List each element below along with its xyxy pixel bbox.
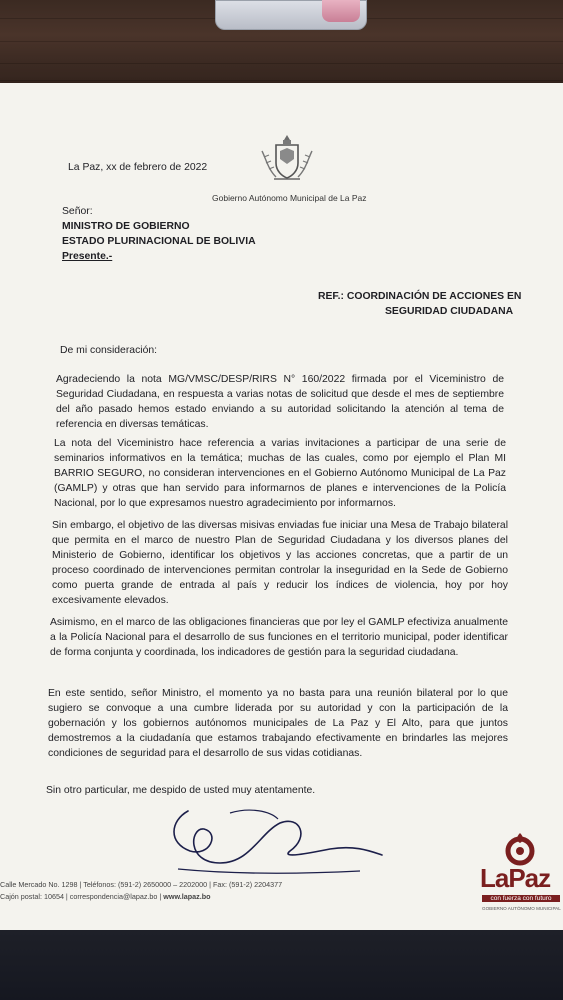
reference-line-1: REF.: COORDINACIÓN DE ACCIONES EN — [318, 291, 522, 302]
paragraph-4: Asimismo, en el marco de las obligaciones financieras que por ley el GAMLP efectiviza anualmente a la Policía Nacional para el desarrollo de sus funciones en el territorio municipal, poder identificar de forma conjunta y coordinada, los indicadores de gestión para la seguridad ciudadana. — [50, 617, 508, 659]
seal-caption: Gobierno Autónomo Municipal de La Paz — [212, 193, 367, 203]
greeting: De mi consideración: — [60, 345, 158, 356]
salutation-prefix: Señor: — [62, 206, 93, 217]
logo-wordmark: LaPaz — [480, 863, 551, 893]
paragraph-3: Sin embargo, el objetivo de las diversas misivas enviadas fue iniciar una Mesa de Trabajo bilateral que permita en el marco de nuestro Plan de Seguridad Ciudadana y los diversos planes del Ministerio de Gobierno, identificar los objetivos y las acciones concretas, que a partir de un proceso coordinado de intervenciones permitan controlar la inseguridad en la Sede de Gobierno como puerta grande de entrada al país y reducir los índices de violencia, hoy por hoy excesivamente elevados. — [52, 520, 508, 607]
la-paz-logo — [478, 823, 563, 933]
phone-case-corner — [322, 0, 360, 22]
letter-page — [0, 83, 563, 933]
coat-of-arms-icon — [256, 131, 318, 187]
paragraph-2: La nota del Viceministro hace referencia a varias invitaciones a participar de una serie de seminarios informativos en la temática; muchas de las cuales, como por ejemplo el Plan MI BARRIO SEGURO, no consideran intervenciones en el Gobierno Autónomo Municipal de La Paz (GAMLP) y otras que han servido para informarnos de planes e intervenciones de la Policía Nacional, por lo que expresamos nuestro agradecimiento por informarnos. — [54, 438, 506, 510]
footer-contact — [0, 891, 211, 902]
logo-subtitle: GOBIERNO AUTÓNOMO MUNICIPAL — [482, 906, 561, 911]
paragraph-5: En este sentido, señor Ministro, el momento ya no basta para una reunión bilateral por lo que sugiero se convoque a una cumbre liderada por su autoridad y con la participación de la gobernación y los gobiernos autónomos municipales de La Paz y El Alto, para que juntos demostremos a la ciudadanía que estamos trabajando efectivamente en brindarles las mejores condiciones de seguridad para el desarrollo de sus vidas cotidianas. — [48, 688, 508, 760]
logo-tagline: con fuerza con futuro — [482, 895, 560, 902]
closing-line: Sin otro particular, me despido de usted muy atentamente. — [46, 785, 316, 796]
recipient-institution: ESTADO PLURINACIONAL DE BOLIVIA — [62, 236, 256, 247]
dark-fabric-background — [0, 930, 563, 1000]
place-date: La Paz, xx de febrero de 2022 — [68, 162, 208, 173]
footer-website: www.lapaz.bo — [163, 892, 211, 901]
recipient-presente: Presente.- — [62, 251, 113, 262]
recipient-title: MINISTRO DE GOBIERNO — [62, 221, 190, 232]
footer-contact-text: Cajón postal: 10654 | correspondencia@lapaz.bo | — [0, 892, 164, 901]
paragraph-1: Agradeciendo la nota MG/VMSC/DESP/RIRS N° 160/2022 firmada por el Viceministro de Seguridad Ciudadana, en respuesta a varias notas de solicitud que desde el mes de septiembre del año pasado hemos estado enviando a su autoridad solicitando la atención al tema de referencia en diversas temáticas. — [56, 374, 504, 431]
footer-address: Calle Mercado No. 1298 | Teléfonos: (591-2) 2650000 – 2202000 | Fax: (591-2) 2204377 — [0, 880, 283, 889]
handwritten-signature — [160, 793, 390, 893]
reference-line-2: SEGURIDAD CIUDADANA — [385, 306, 514, 317]
